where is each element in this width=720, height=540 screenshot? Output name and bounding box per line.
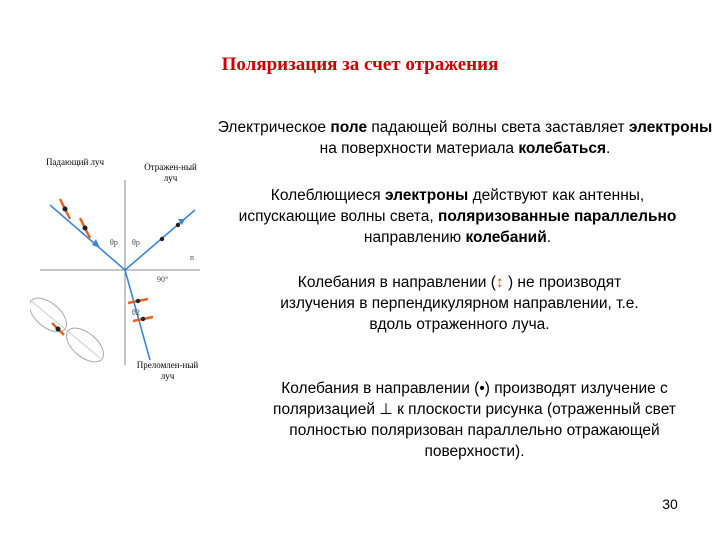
paragraph-electric-field: Электрическое поле падающей волны света заставляет электроны на поверхности материала колебаться. [217,119,713,157]
dipole-radiation-pattern [30,292,110,365]
reflection-polarization-figure [30,175,200,365]
slide-title: Поляризация за счет отражения [221,54,499,75]
angle-90-label: 90° [157,275,169,284]
updown-arrow-icon: ↕ [495,274,504,291]
paragraph-perpendicular-oscillations: Колебания в направлении (•) производят излучение с поляризацией ⊥ к плоскости рисунка (отраженный свет полностью поляризован параллельно отражающей поверхности). [273,380,676,460]
theta-p-reflected-label: θp [132,238,140,247]
incident-arrowhead [92,239,100,248]
dipole-oscillator [52,323,64,335]
theta-2-label: θ2 [132,308,140,317]
reflected-ray-label: Отражен-ный луч [144,162,197,183]
theta-p-incident-label: θp [110,238,118,247]
refracted-ray-label: Преломлен-ный луч [136,360,199,381]
n-label: n [190,253,194,262]
paragraph-oscillating-electrons: Колеблющиеся электроны действуют как антенны, испускающие волны света, поляризованные параллельно направлению колебаний. [238,187,677,246]
page-number: 30 [662,496,678,512]
paragraph-vertical-oscillations: Колебания в направлении (↕ ) не производят излучения в перпендикулярном направлении, т.е. вдоль отраженного луча. [280,274,639,333]
incident-ray-label: Падающий луч [45,157,105,167]
dipole-axis [30,300,100,358]
